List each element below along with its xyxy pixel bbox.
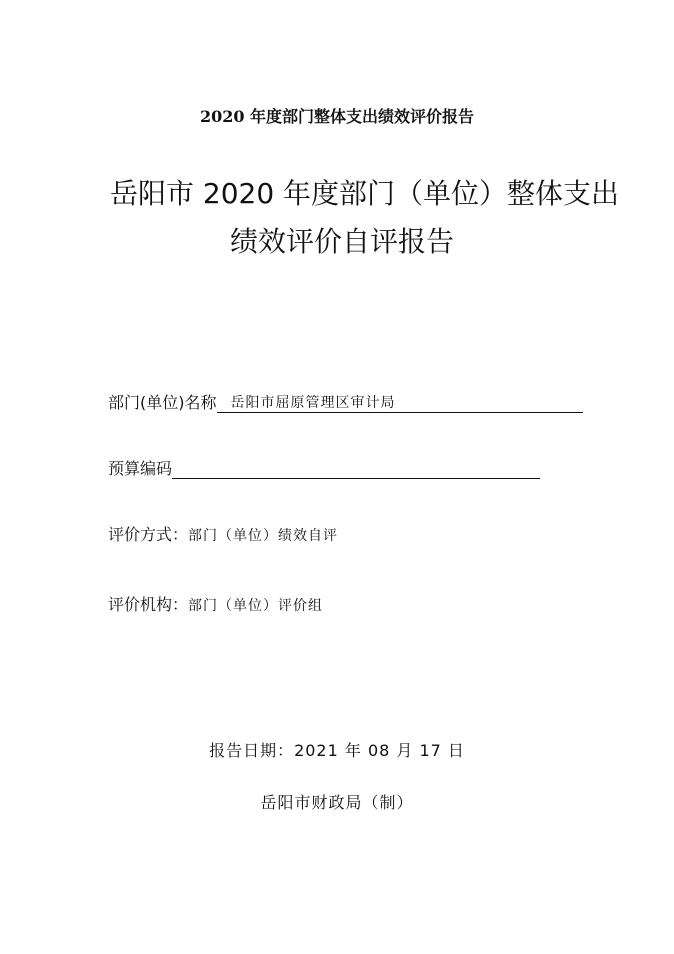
- department-label: 部门(单位)名称: [108, 393, 217, 412]
- evaluation-method-label: 评价方式：: [108, 525, 189, 544]
- budget-code-field: [108, 456, 540, 479]
- main-title-line-2: 绩效评价自评报告: [230, 225, 455, 258]
- header-title: 2020 年度部门整体支出绩效评价报告: [199, 107, 475, 126]
- evaluation-org-value: 部门（单位）评价组: [188, 598, 324, 614]
- evaluation-method-field: [108, 522, 338, 545]
- main-title: [110, 170, 630, 266]
- budget-code-value-line: [172, 458, 540, 479]
- department-field: [108, 390, 583, 413]
- budget-code-label: 预算编码: [108, 459, 173, 478]
- issuer: 岳阳市财政局（制）: [260, 793, 414, 812]
- evaluation-method-value: 部门（单位）绩效自评: [188, 528, 339, 544]
- department-value-line: [217, 392, 583, 413]
- evaluation-org-field: [108, 592, 323, 615]
- main-title-line-1: 岳阳市 2020 年度部门（单位）整体支出: [110, 177, 620, 210]
- evaluation-org-label: 评价机构：: [108, 595, 189, 614]
- report-date: 报告日期：2021 年 08 月 17 日: [209, 741, 465, 760]
- department-value: 岳阳市屈原管理区审计局: [230, 395, 396, 411]
